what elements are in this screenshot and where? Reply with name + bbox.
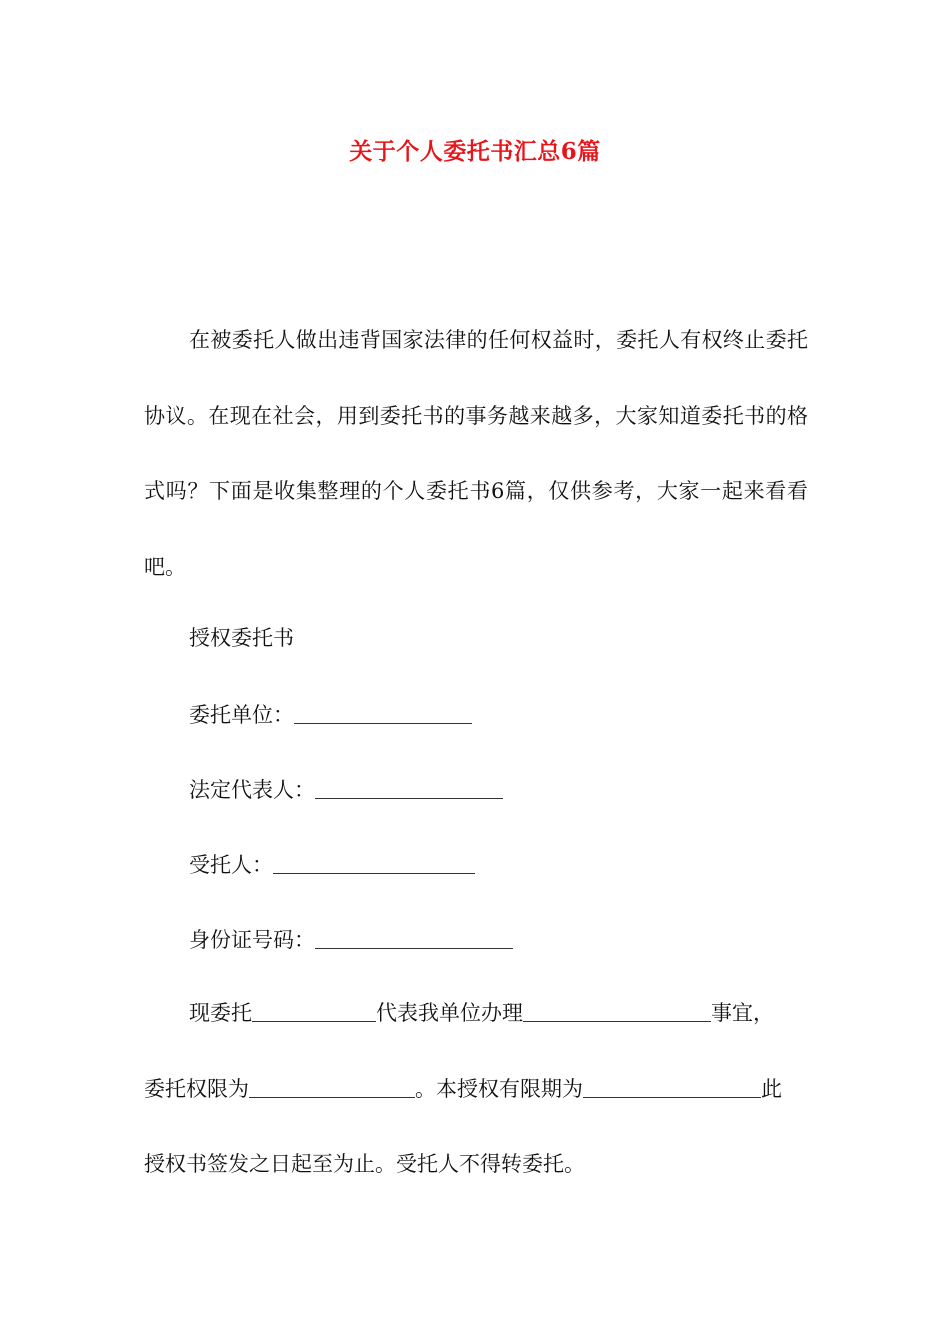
field-label: 受托人： — [189, 853, 273, 877]
intro-paragraph: 在被委托人做出违背国家法律的任何权益时，委托人有权终止委托协议。在现在社会，用到委托书的事务越来越多，大家知道委托书的格式吗？下面是收集整理的个人委托书6篇，仅供参考，大家一起来看看吧。 — [144, 328, 808, 579]
field-legal-rep — [144, 772, 853, 808]
field-label: 身份证号码： — [189, 928, 315, 952]
mandate-line-3: 授权书签发之日起至为止。受托人不得转委托。 — [144, 1152, 585, 1176]
mandate-line-2: 委托权限为 。本授权有限期为 此 — [144, 1076, 782, 1101]
section-title: 授权委托书 — [189, 626, 294, 650]
field-trustee — [144, 847, 853, 883]
entrusting-unit-blank — [294, 703, 472, 724]
field-label: 委托单位： — [189, 703, 294, 727]
document-title: 关于个人委托书汇总6篇 — [349, 138, 601, 165]
delegate-blank — [252, 1001, 376, 1022]
field-entrusting-unit — [144, 697, 853, 733]
field-label: 法定代表人： — [189, 778, 315, 802]
mandate-line-1: 现委托 代表我单位办理 事宜， — [189, 1001, 774, 1025]
field-id-number — [144, 922, 853, 958]
authority-blank — [249, 1077, 415, 1098]
period-blank — [583, 1077, 761, 1098]
mandate-paragraph — [144, 976, 808, 1203]
legal-rep-blank — [315, 778, 503, 799]
id-number-blank — [315, 928, 513, 949]
trustee-blank — [273, 853, 475, 874]
matter-blank — [523, 1001, 711, 1022]
